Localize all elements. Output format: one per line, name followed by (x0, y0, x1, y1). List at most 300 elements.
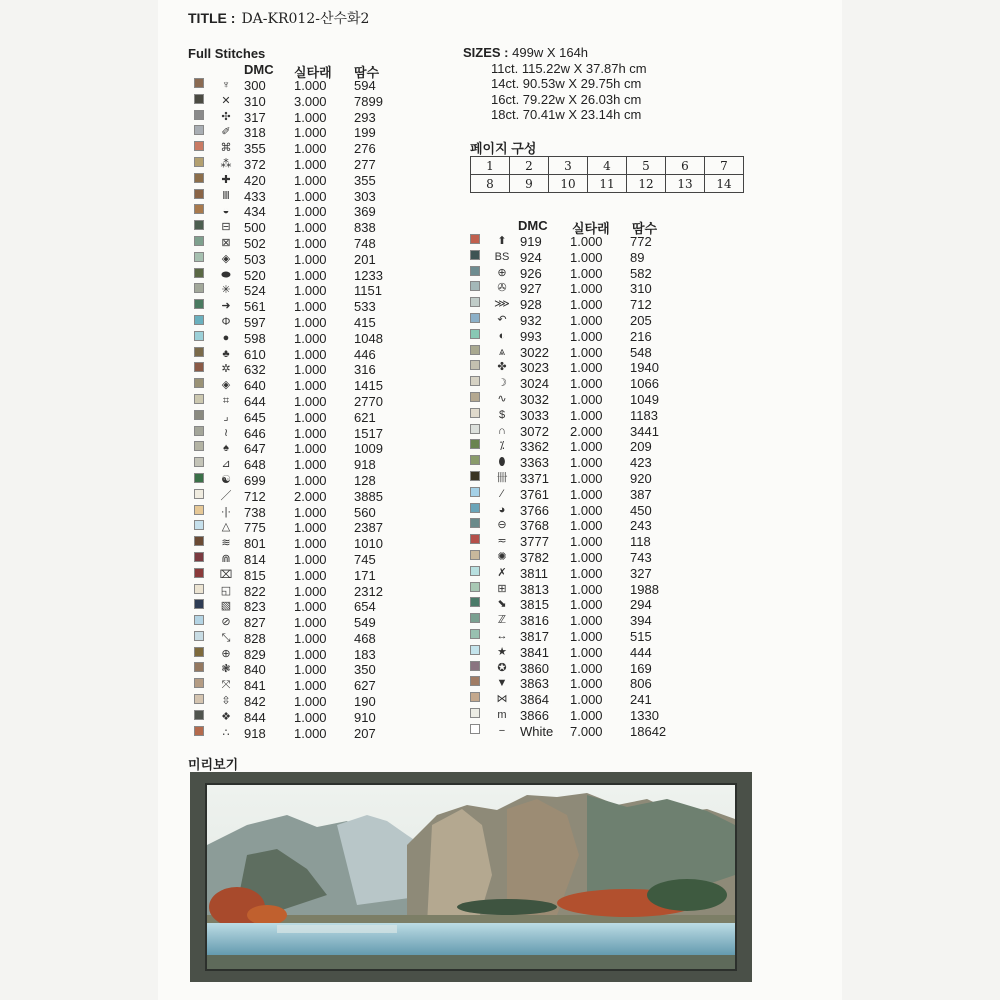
skein-count: 1.000 (570, 376, 603, 392)
stitch-count: 1151 (354, 283, 382, 299)
stitch-count: 515 (630, 628, 652, 644)
skein-count: 1.000 (294, 172, 327, 188)
dmc-code: 842 (244, 694, 266, 710)
stitch-count: 369 (354, 204, 376, 220)
color-swatch (194, 710, 204, 720)
color-swatch (470, 408, 480, 418)
color-row (190, 331, 420, 347)
color-row (466, 313, 696, 329)
dmc-code: 372 (244, 156, 266, 172)
stitch-count: 310 (630, 281, 652, 297)
color-row (466, 724, 696, 740)
color-row (466, 471, 696, 487)
dmc-code: 3777 (520, 534, 549, 550)
skein-count: 1.000 (570, 660, 603, 676)
stitch-symbol: ✪ (497, 661, 507, 674)
color-row (466, 534, 696, 550)
color-row (190, 426, 420, 442)
dmc-code: 3033 (520, 407, 549, 423)
stitch-count: 2312 (354, 583, 383, 599)
color-row (190, 678, 420, 694)
skein-count: 1.000 (570, 265, 603, 281)
color-row (466, 692, 696, 708)
color-row (190, 94, 420, 110)
stitch-count: 1940 (630, 360, 659, 376)
skein-count: 1.000 (294, 125, 327, 141)
color-swatch (470, 487, 480, 497)
skein-count: 2.000 (294, 488, 327, 504)
color-row (190, 315, 420, 331)
dmc-code: 3863 (520, 676, 549, 692)
stitch-symbol: ✳ (221, 284, 231, 297)
color-row (190, 568, 420, 584)
color-row (190, 78, 420, 94)
stitch-symbol: ✐ (221, 126, 231, 139)
sizes-value: 499w X 164h (512, 45, 589, 60)
dmc-code: 502 (244, 235, 266, 251)
dmc-code: 503 (244, 251, 266, 267)
color-swatch (194, 473, 204, 483)
color-swatch (470, 661, 480, 671)
skein-count: 1.000 (570, 549, 603, 565)
dmc-code: 561 (244, 299, 266, 315)
color-swatch (194, 362, 204, 372)
color-row (466, 503, 696, 519)
color-row (190, 378, 420, 394)
skein-count: 1.000 (570, 297, 603, 313)
color-row (466, 376, 696, 392)
skein-count: 1.000 (294, 299, 327, 315)
color-row (190, 189, 420, 205)
page-number-cell: 5 (627, 157, 666, 175)
color-swatch (470, 676, 480, 686)
color-row (466, 455, 696, 471)
color-row (190, 710, 420, 726)
color-swatch (194, 505, 204, 515)
color-row (190, 173, 420, 189)
size-line: 11ct. 115.22w X 37.87h cm (491, 60, 647, 76)
color-swatch (470, 708, 480, 718)
stitch-symbol: ⌟ (223, 410, 229, 423)
dmc-code: 712 (244, 488, 266, 504)
stitch-symbol: ⊕ (221, 647, 231, 660)
color-row (466, 582, 696, 598)
color-swatch (470, 313, 480, 323)
skein-count: 1.000 (570, 470, 603, 486)
color-swatch (470, 266, 480, 276)
skein-count: 1.000 (294, 441, 327, 457)
stitch-symbol: ⌧ (219, 568, 233, 581)
stitch-count: 548 (630, 344, 652, 360)
color-row (466, 297, 696, 313)
skein-count: 1.000 (294, 362, 327, 378)
col-dmc: DMC (518, 218, 548, 233)
skein-count: 1.000 (294, 694, 327, 710)
color-swatch (470, 297, 480, 307)
color-swatch (470, 518, 480, 528)
stitch-count: 654 (354, 599, 376, 615)
dmc-code: 918 (244, 725, 266, 741)
color-row (466, 629, 696, 645)
stitch-count: 327 (630, 565, 652, 581)
skein-count: 1.000 (294, 78, 327, 93)
color-row (466, 487, 696, 503)
stitch-count: 918 (354, 457, 376, 473)
size-line: 16ct. 79.22w X 26.03h cm (491, 91, 642, 107)
color-row (190, 236, 420, 252)
skein-count: 1.000 (570, 644, 603, 660)
dmc-code: 355 (244, 141, 266, 157)
color-row (466, 661, 696, 677)
color-row (466, 518, 696, 534)
dmc-code: 520 (244, 267, 266, 283)
stitch-symbol: ➜ (221, 300, 231, 313)
dmc-code: 3761 (520, 486, 549, 502)
stitch-symbol: ≋ (221, 537, 231, 550)
stitch-symbol: ❖ (221, 710, 231, 723)
color-swatch (470, 629, 480, 639)
stitch-count: 1988 (630, 581, 659, 597)
color-row (190, 457, 420, 473)
stitch-symbol: ·|· (220, 505, 232, 518)
color-row (190, 252, 420, 268)
color-row (190, 157, 420, 173)
stitch-symbol: ✺ (497, 550, 507, 563)
stitch-count: 1233 (354, 267, 383, 283)
page-layout-row (471, 157, 744, 175)
color-row (190, 299, 420, 315)
stitch-count: 1183 (630, 407, 658, 423)
stitch-count: 627 (354, 678, 376, 694)
stitch-count: 920 (630, 470, 652, 486)
stitch-count: 7899 (354, 93, 383, 109)
stitch-count: 745 (354, 551, 376, 567)
color-swatch (194, 347, 204, 357)
landscape-preview-image (207, 785, 735, 969)
stitch-symbol: ∩ (498, 424, 506, 437)
dmc-code: 3023 (520, 360, 549, 376)
color-row (190, 505, 420, 521)
skein-count: 1.000 (294, 330, 327, 346)
dmc-code: 610 (244, 346, 266, 362)
stitch-symbol: ✤ (497, 361, 507, 374)
dmc-code: 801 (244, 536, 266, 552)
skein-count: 3.000 (294, 93, 327, 109)
stitch-symbol: 卌 (496, 471, 508, 484)
skein-count: 1.000 (570, 597, 603, 613)
stitch-count: 293 (354, 109, 376, 125)
stitch-count: 2770 (354, 393, 383, 409)
stitch-count: 1066 (630, 376, 659, 392)
stitch-count: 216 (630, 328, 652, 344)
stitch-symbol: ◕ (498, 503, 506, 516)
color-swatch (194, 236, 204, 246)
page-number-cell: 13 (666, 175, 705, 193)
dmc-code: 640 (244, 378, 266, 394)
stitch-symbol: ↶ (497, 313, 507, 326)
color-swatch (470, 692, 480, 702)
color-row (190, 473, 420, 489)
dmc-code: 919 (520, 234, 542, 249)
dmc-code: 597 (244, 314, 266, 330)
stitch-symbol: ∴ (222, 726, 230, 739)
color-swatch (194, 489, 204, 499)
color-row (190, 536, 420, 552)
page-number-cell: 4 (588, 157, 627, 175)
dmc-code: 844 (244, 709, 266, 725)
color-row (190, 599, 420, 615)
skein-count: 1.000 (570, 439, 603, 455)
color-swatch (470, 582, 480, 592)
skein-count: 1.000 (294, 567, 327, 583)
right-color-table (466, 234, 696, 740)
dmc-code: 3363 (520, 455, 549, 471)
stitch-symbol: ▼ (496, 677, 508, 690)
stitch-count: 549 (354, 615, 376, 631)
page-layout-row (471, 175, 744, 193)
dmc-code: 993 (520, 328, 542, 344)
dmc-code: 310 (244, 93, 266, 109)
stitch-symbol: ↔ (496, 629, 508, 642)
color-swatch (194, 615, 204, 625)
stitch-symbol: ⬆ (497, 235, 507, 247)
color-swatch (194, 331, 204, 341)
stitch-symbol: ☽ (497, 377, 507, 390)
color-row (190, 268, 420, 284)
stitch-symbol: ≂ (497, 535, 507, 548)
skein-count: 1.000 (294, 346, 327, 362)
skein-count: 1.000 (294, 283, 327, 299)
color-swatch (470, 597, 480, 607)
color-swatch (194, 78, 204, 88)
dmc-code: 3024 (520, 376, 549, 392)
dmc-code: 3813 (520, 581, 549, 597)
skein-count: 1.000 (294, 409, 327, 425)
dmc-code: White (520, 723, 554, 739)
dmc-code: 814 (244, 551, 266, 567)
color-swatch (194, 662, 204, 672)
dmc-code: 434 (244, 204, 266, 220)
dmc-code: 647 (244, 441, 266, 457)
skein-count: 1.000 (294, 425, 327, 441)
dmc-code: 823 (244, 599, 266, 615)
dmc-code: 3032 (520, 391, 549, 407)
color-swatch (194, 141, 204, 151)
left-table-header (190, 62, 420, 78)
stitch-symbol: ⋒ (221, 552, 231, 565)
stitch-count: 806 (630, 676, 652, 692)
skein-count: 1.000 (294, 504, 327, 520)
skein-count: 1.000 (570, 391, 603, 407)
color-swatch (194, 173, 204, 183)
skein-count: 1.000 (294, 615, 327, 631)
color-row (466, 424, 696, 440)
stitch-count: 582 (630, 265, 652, 281)
skein-count: 1.000 (570, 613, 603, 629)
color-row (190, 726, 420, 742)
stitch-symbol: ≀ (223, 426, 229, 439)
col-stitches: 땀수 (632, 221, 658, 236)
title-row (188, 8, 369, 28)
stitch-symbol: m (497, 708, 507, 721)
color-swatch (194, 441, 204, 451)
color-swatch (194, 457, 204, 467)
skein-count: 1.000 (294, 646, 327, 662)
stitch-symbol: ◱ (220, 584, 232, 597)
stitch-symbol: ⩓ (498, 345, 506, 358)
dmc-code: 645 (244, 409, 266, 425)
color-swatch (194, 299, 204, 309)
color-swatch (470, 645, 480, 655)
stitch-count: 169 (630, 660, 652, 676)
skein-count: 1.000 (570, 234, 603, 249)
color-swatch (194, 426, 204, 436)
color-swatch (470, 471, 480, 481)
stitch-symbol: ✚ (221, 173, 231, 186)
stitch-count: 387 (630, 486, 652, 502)
dmc-code: 3362 (520, 439, 549, 455)
stitch-symbol: ∿ (497, 392, 507, 405)
skein-count: 1.000 (570, 360, 603, 376)
stitch-symbol: ⁂ (220, 157, 232, 170)
color-row (466, 345, 696, 361)
skein-count: 1.000 (294, 709, 327, 725)
right-table-header (466, 218, 696, 234)
skein-count: 1.000 (294, 378, 327, 394)
skein-count: 1.000 (294, 678, 327, 694)
page-number-cell: 6 (666, 157, 705, 175)
color-row (190, 110, 420, 126)
dmc-code: 3815 (520, 597, 549, 613)
skein-count: 1.000 (294, 109, 327, 125)
stitch-count: 3885 (354, 488, 383, 504)
stitch-count: 243 (630, 518, 652, 534)
stitch-count: 201 (354, 251, 376, 267)
stitch-symbol: ⊿ (221, 458, 231, 471)
skein-count: 1.000 (294, 141, 327, 157)
color-row (466, 250, 696, 266)
preview-label: 미리보기 (188, 757, 239, 772)
page-number-cell: 3 (549, 157, 588, 175)
stitch-symbol: ◈ (221, 252, 231, 265)
skein-count: 1.000 (294, 520, 327, 536)
color-swatch (194, 631, 204, 641)
color-swatch (194, 394, 204, 404)
skein-count: 1.000 (294, 583, 327, 599)
color-swatch (194, 599, 204, 609)
stitch-count: 533 (354, 299, 376, 315)
stitch-symbol: ⇳ (221, 695, 231, 708)
page-number-cell: 10 (549, 175, 588, 193)
stitch-symbol: ☯ (221, 473, 231, 486)
color-swatch (470, 613, 480, 623)
dmc-code: 3371 (520, 470, 549, 486)
color-row (466, 550, 696, 566)
dmc-code: 827 (244, 615, 266, 631)
color-row (190, 283, 420, 299)
stitch-count: 446 (354, 346, 376, 362)
color-swatch (470, 250, 480, 260)
stitch-count: 1517 (354, 425, 383, 441)
color-swatch (194, 220, 204, 230)
dmc-code: 318 (244, 125, 266, 141)
color-swatch (470, 550, 480, 560)
stitch-count: 241 (630, 692, 652, 708)
color-row (190, 410, 420, 426)
skein-count: 1.000 (294, 235, 327, 251)
skein-count: 1.000 (570, 628, 603, 644)
dmc-code: 300 (244, 78, 266, 93)
stitch-count: 560 (354, 504, 376, 520)
stitch-symbol: ⊕ (497, 266, 507, 279)
skein-count: 1.000 (570, 518, 603, 534)
color-swatch (194, 94, 204, 104)
stitch-count: 712 (630, 297, 652, 313)
dmc-code: 644 (244, 393, 266, 409)
stitch-symbol: Ⅲ (222, 189, 230, 202)
dmc-code: 822 (244, 583, 266, 599)
dmc-code: 840 (244, 662, 266, 678)
color-row (190, 125, 420, 141)
color-swatch (194, 378, 204, 388)
page-number-cell: 12 (627, 175, 666, 193)
stitch-symbol: ⬮ (498, 456, 506, 469)
dmc-code: 927 (520, 281, 542, 297)
skein-count: 1.000 (294, 457, 327, 473)
stitch-symbol: ♣ (222, 347, 230, 360)
color-swatch (194, 268, 204, 278)
dmc-code: 3811 (520, 565, 548, 581)
stitch-count: 209 (630, 439, 652, 455)
stitch-symbol: ◈ (221, 379, 231, 392)
dmc-code: 829 (244, 646, 266, 662)
dmc-code: 928 (520, 297, 542, 313)
color-row (190, 631, 420, 647)
color-row (466, 234, 696, 250)
stitch-symbol: ⊟ (221, 221, 231, 234)
stitch-symbol: ◒ (222, 205, 230, 218)
stitch-symbol: ⤧ (221, 679, 231, 692)
color-row (190, 141, 420, 157)
dmc-code: 317 (244, 109, 266, 125)
stitch-count: 394 (630, 613, 652, 629)
skein-count: 1.000 (294, 267, 327, 283)
stitch-count: 772 (630, 234, 652, 249)
stitch-count: 1009 (354, 441, 383, 457)
color-row (190, 520, 420, 536)
dmc-code: 815 (244, 567, 266, 583)
color-row (466, 597, 696, 613)
color-swatch (470, 455, 480, 465)
color-swatch (470, 424, 480, 434)
color-swatch (470, 439, 480, 449)
dmc-code: 828 (244, 630, 266, 646)
color-swatch (470, 392, 480, 402)
dmc-code: 646 (244, 425, 266, 441)
color-swatch (470, 234, 480, 244)
dmc-code: 3022 (520, 344, 549, 360)
skein-count: 1.000 (570, 249, 603, 265)
page-layout-label: 페이지 구성 (470, 141, 537, 156)
skein-count: 1.000 (570, 534, 603, 550)
color-row (190, 394, 420, 410)
color-row (466, 392, 696, 408)
size-line: 14ct. 90.53w X 29.75h cm (491, 76, 642, 92)
skein-count: 1.000 (570, 692, 603, 708)
stitch-count: 276 (354, 141, 376, 157)
stitch-count: 910 (354, 709, 376, 725)
title-value: DA-KR012-산수화2 (241, 11, 370, 27)
